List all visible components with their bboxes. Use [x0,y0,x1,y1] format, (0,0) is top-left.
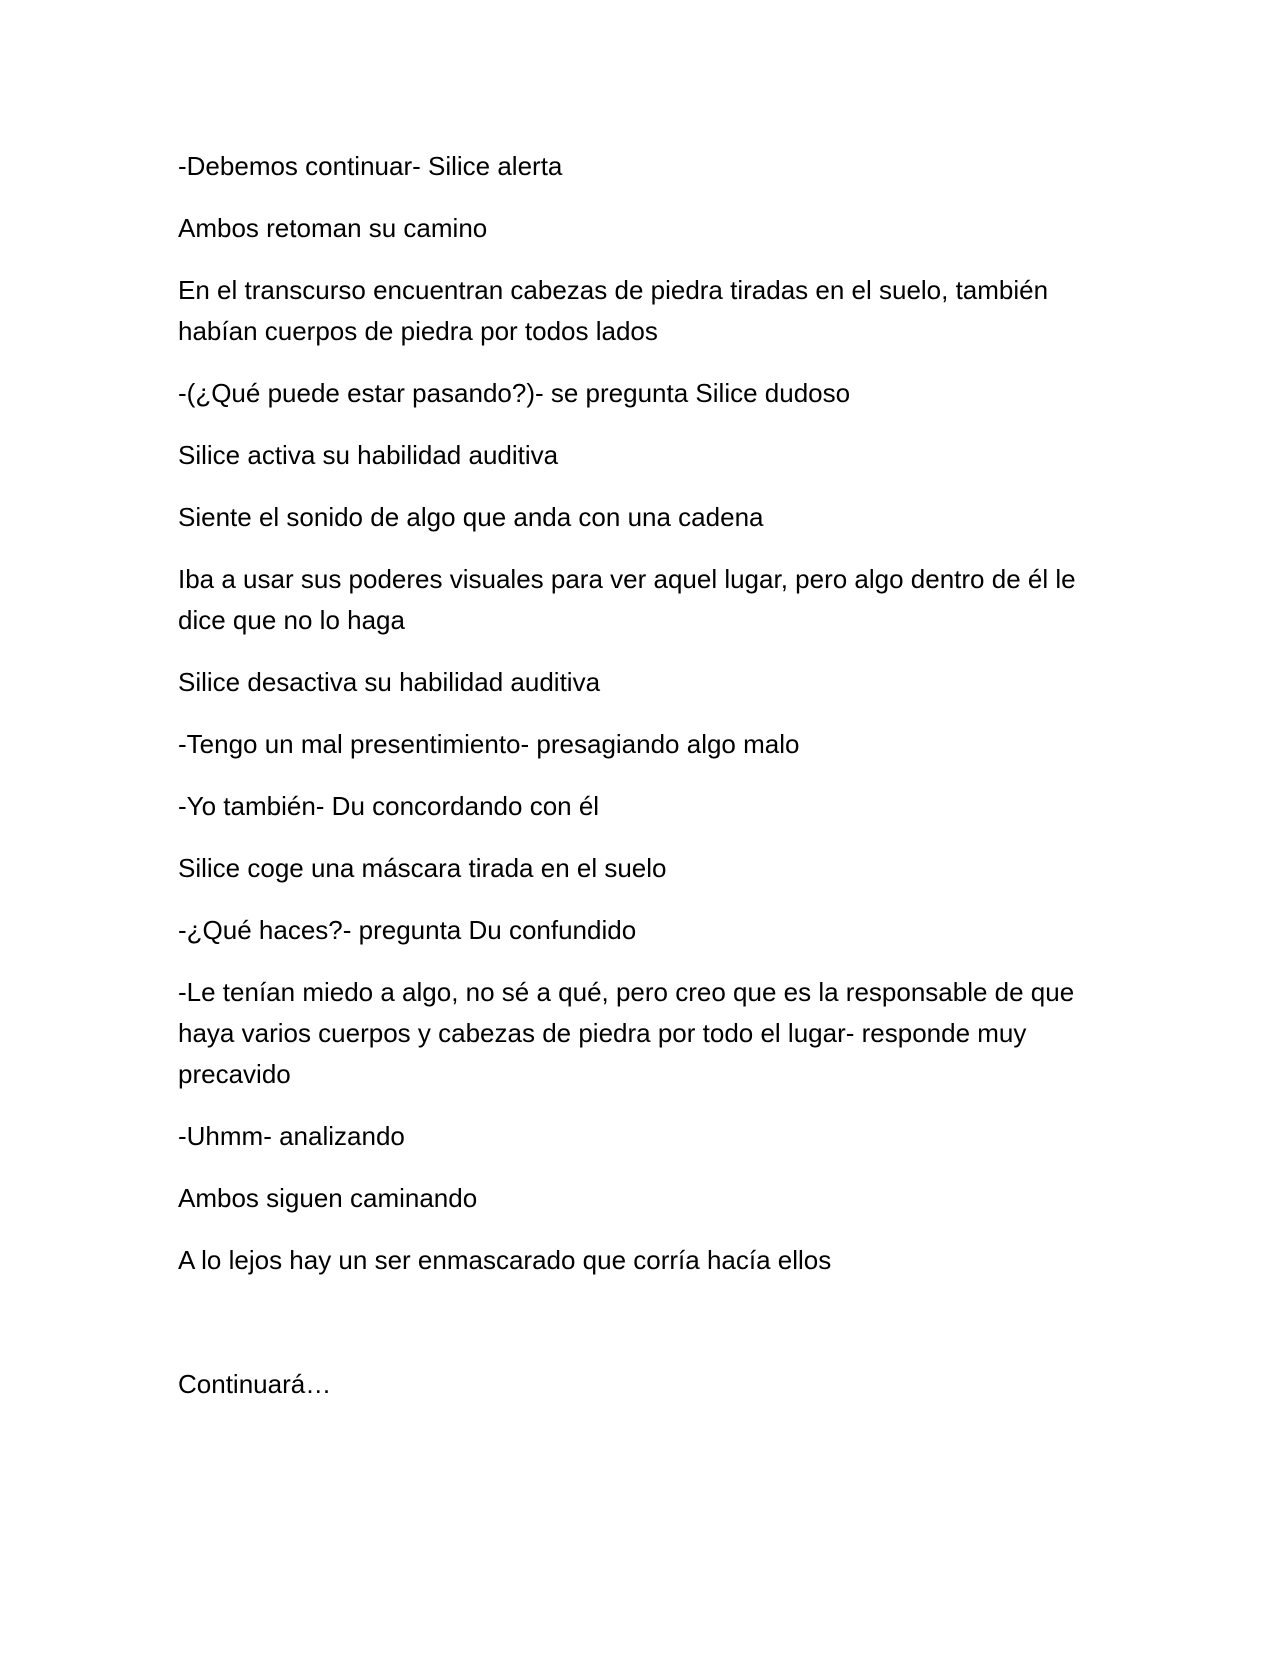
paragraph-6: Siente el sonido de algo que anda con una cadena [178,502,764,532]
paragraph-9: -Tengo un mal presentimiento- presagiando algo malo [178,729,800,759]
paragraph-14: -Uhmm- analizando [178,1121,405,1151]
paragraph-10: -Yo también- Du concordando con él [178,791,600,821]
paragraph-1: -Debemos continuar- Silice alerta [178,151,563,181]
paragraph-4: -(¿Qué puede estar pasando?)- se pregunta Silice dudoso [178,378,851,408]
paragraph-2: Ambos retoman su camino [178,213,488,243]
paragraph-16: A lo lejos hay un ser enmascarado que corría hacía ellos [178,1245,832,1275]
ending-text: Continuará… [178,1369,332,1399]
paragraph-8: Silice desactiva su habilidad auditiva [178,667,601,697]
paragraph-15: Ambos siguen caminando [178,1183,478,1213]
paragraph-12: -¿Qué haces?- pregunta Du confundido [178,915,637,945]
paragraph-3: En el transcurso encuentran cabezas de piedra tiradas en el suelo, también habían cuerpos de piedra por todos lados [178,275,1049,346]
paragraph-13: -Le tenían miedo a algo, no sé a qué, pero creo que es la responsable de que haya varios cuerpos y cabezas de piedra por todo el lugar- responde muy precavido [178,977,1075,1089]
paragraph-5: Silice activa su habilidad auditiva [178,440,559,470]
paragraph-11: Silice coge una máscara tirada en el suelo [178,853,667,883]
document-body [178,146,1108,1426]
paragraph-7: Iba a usar sus poderes visuales para ver aquel lugar, pero algo dentro de él le dice que no lo haga [178,564,1076,635]
